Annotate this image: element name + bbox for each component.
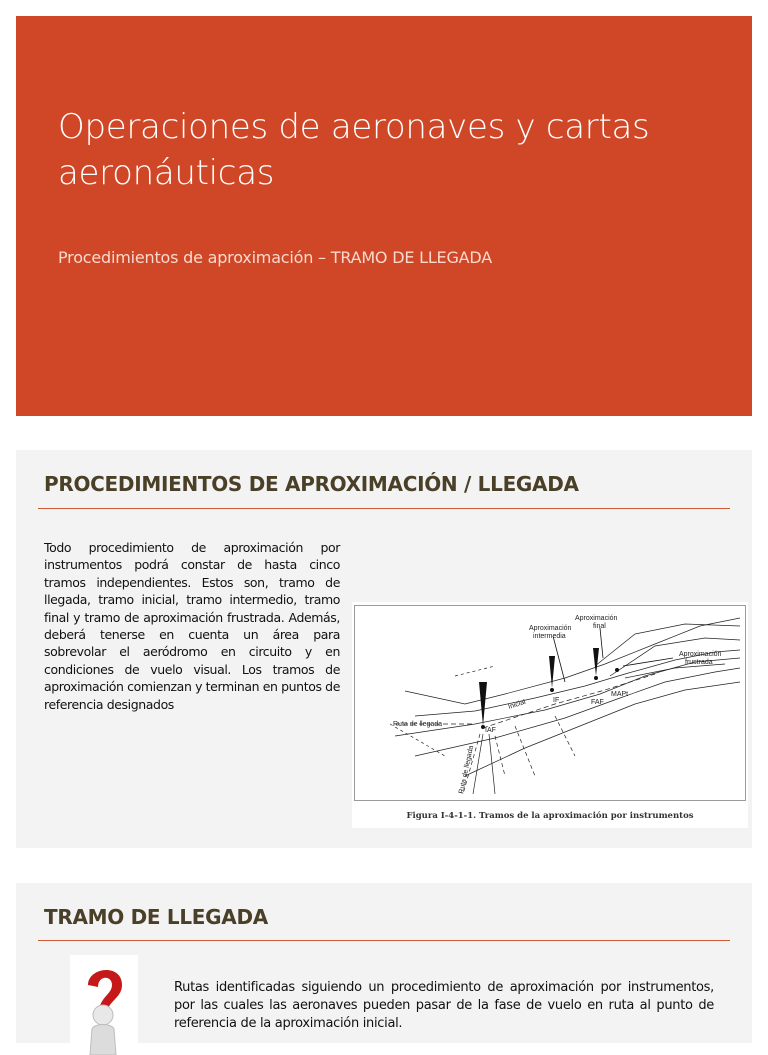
slide-heading: PROCEDIMIENTOS DE APROXIMACIÓN / LLEGADA [44, 472, 579, 496]
label-if: IF [553, 697, 560, 704]
slide-body-text: Rutas identificadas siguiendo un procedimiento de aproximación por instrumentos, por las cuales las aeronaves pueden pasar de la fase de vuelo en ruta al punto de referencia de la aproximación inicial. [174, 980, 714, 1031]
label-missed-1: Aproximación [679, 651, 722, 658]
label-final-1: Aproximación [575, 615, 618, 622]
slide-body-text: Todo procedimiento de aproximación por instrumentos podrá constar de hasta cinco tramos independientes. Estos son, tramo de llegada, tramo inicial, tramo intermedio, tramo final y tramo de aproximación frustrada. Además, deberá tenerse en cuenta un área para sobrevolar el aeródromo en circuito y en condiciones de vuelo visual. Los tramos de aproximación comienzan y terminan en puntos de referencia designados [44, 540, 340, 712]
presentation-subtitle: Procedimientos de aproximación – TRAMO DE LLEGADA [58, 248, 492, 267]
label-faf: FAF [591, 699, 604, 706]
question-figure-icon [70, 955, 138, 1055]
arrival-segment-slide [16, 883, 752, 1043]
approach-segments-figure [352, 602, 748, 828]
label-arrival-route-vertical: Ruta de llegada [458, 744, 476, 795]
label-intermediate-1: Aproximación [529, 625, 572, 632]
label-missed-2: frustrada [685, 659, 713, 666]
figure-diagram [354, 605, 746, 801]
approach-diagram-svg [355, 606, 745, 800]
presentation-title: Operaciones de aeronaves y cartas aeronáuticas [58, 107, 650, 193]
heading-divider [38, 508, 730, 509]
label-mapt: MAPt [611, 691, 629, 698]
approach-procedures-slide [16, 450, 752, 848]
label-iaf: IAF [485, 727, 496, 734]
heading-divider [38, 940, 730, 941]
figure-caption: Figura I-4-1-1. Tramos de la aproximación por instrumentos [406, 811, 694, 821]
label-intermediate-2: intermedia [533, 633, 566, 640]
label-arrival-route: Ruta de llegada [393, 721, 443, 728]
title-slide [16, 16, 752, 416]
label-final-2: final [593, 623, 606, 630]
slide-heading: TRAMO DE LLEGADA [44, 905, 268, 929]
label-initial: Inicial [507, 698, 527, 711]
